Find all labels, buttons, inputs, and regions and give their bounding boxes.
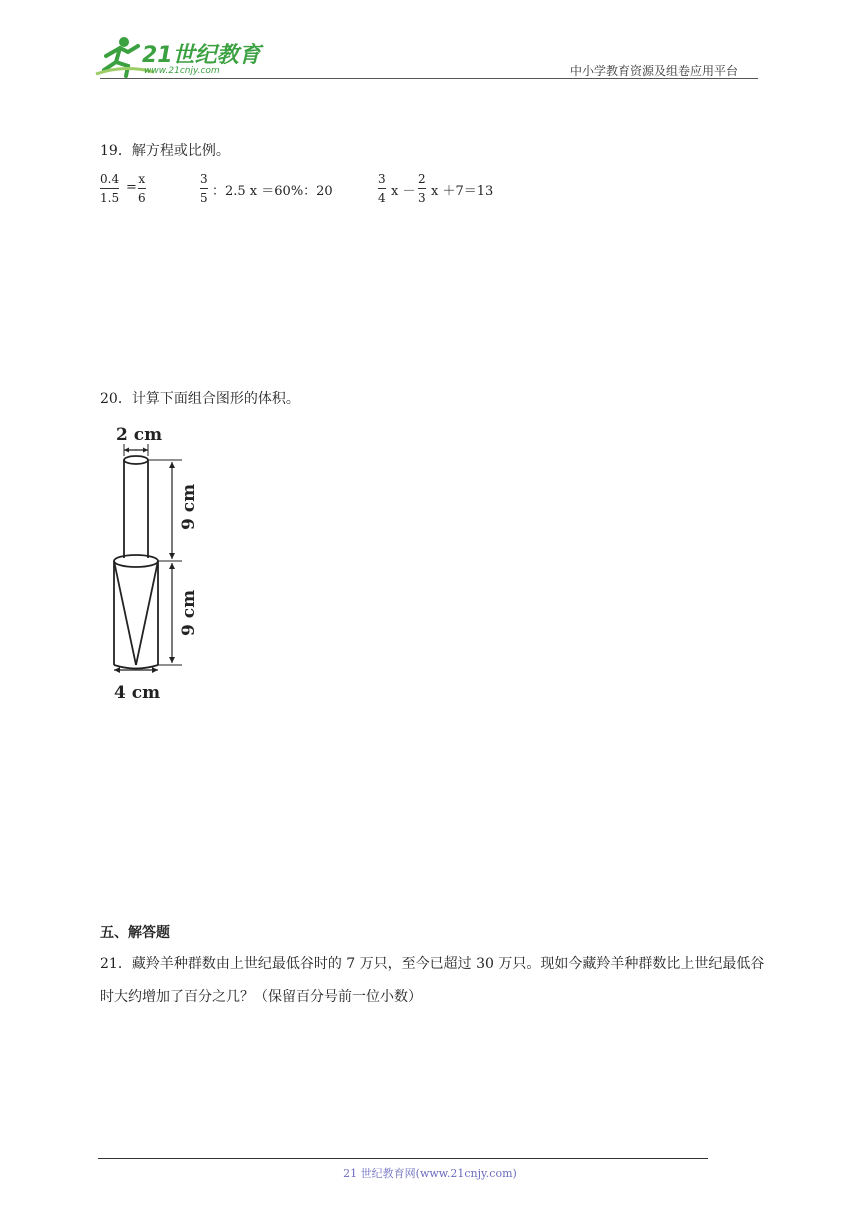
q20-title: 20．计算下面组合图形的体积。 [100,391,300,407]
bottom-width-label: 4 cm [114,683,161,703]
equation-text: x － [391,184,416,199]
numerator: 3 [378,172,386,186]
bottom-height-label: 9 cm [179,589,199,636]
numerator: x [138,172,146,186]
numerator: 3 [200,172,208,186]
numerator: 0.4 [100,172,120,186]
top-height-label: 9 cm [179,483,199,530]
denominator: 1.5 [100,191,120,205]
header-divider [100,78,758,79]
fraction [100,172,119,205]
q19-title: 19．解方程或比例。 [100,143,230,159]
denominator: 4 [378,191,386,205]
site-logo [94,34,264,80]
footer-divider [98,1158,708,1159]
footer-text: 21 世纪教育网(www.21cnjy.com) [343,1167,517,1180]
numerator: 2 [418,172,426,186]
header-right-text: 中小学教育资源及组卷应用平台 [570,64,739,78]
denominator: 3 [418,191,426,205]
equation-text: ：2.5 x ＝60%：20 [212,184,333,199]
logo-text: 21世纪教育 [142,43,261,68]
section-title: 五、解答题 [100,925,170,941]
equals-sign: = [126,180,137,195]
fraction [418,172,426,205]
q21-text: 21．藏羚羊种群数由上世纪最低谷时的 7 万只，至今已超过 30 万只。现如今藏羚羊种群数比上世纪最低谷时大约增加了百分之几？（保留百分号前一位小数） [100,956,765,1005]
fraction [138,172,146,205]
fraction [200,172,208,205]
composite-solid-figure [100,420,210,705]
logo-url: www.21cnjy.com [144,66,220,76]
top-width-label: 2 cm [116,425,163,445]
equation-text: x ＋7＝13 [431,184,494,199]
fraction [378,172,386,205]
denominator: 5 [200,191,208,205]
denominator: 6 [138,191,146,205]
